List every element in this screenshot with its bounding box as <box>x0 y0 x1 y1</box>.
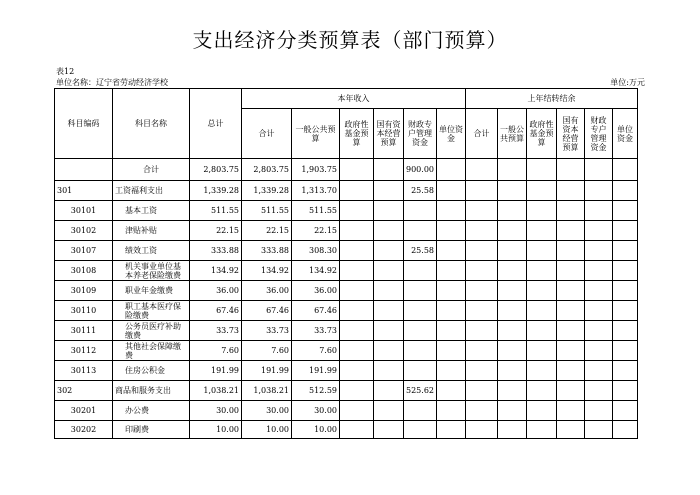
cell-total: 36.00 <box>190 281 242 301</box>
cell-c-total: 36.00 <box>242 281 292 301</box>
cell-name: 商品和服务支出 <box>113 381 190 401</box>
cell-c-unit <box>437 201 466 221</box>
cell-c-total: 33.73 <box>242 321 292 341</box>
cell-carryover <box>466 221 498 241</box>
cell-name: 工资福利支出 <box>113 181 190 201</box>
cell-carryover <box>527 181 557 201</box>
cell-code: 30202 <box>55 421 113 439</box>
cell-name: 其他社会保障缴费 <box>113 341 190 361</box>
header-current-total: 合计 <box>242 109 292 159</box>
cell-c-total: 22.15 <box>242 221 292 241</box>
cell-carryover <box>498 381 527 401</box>
cell-carryover <box>613 159 638 181</box>
cell-carryover <box>613 361 638 381</box>
cell-carryover <box>527 381 557 401</box>
cell-c-state <box>374 181 404 201</box>
cell-name: 职业年金缴费 <box>113 281 190 301</box>
cell-carryover <box>557 341 585 361</box>
cell-name: 津贴补贴 <box>113 221 190 241</box>
cell-c-gov <box>340 181 374 201</box>
cell-c-general: 1,903.75 <box>292 159 340 181</box>
cell-carryover <box>527 321 557 341</box>
cell-carryover <box>466 301 498 321</box>
cell-carryover <box>527 401 557 421</box>
cell-carryover <box>498 221 527 241</box>
cell-carryover <box>466 201 498 221</box>
cell-c-fin <box>404 361 437 381</box>
header-current-state-capital: 国有资本经营预算 <box>374 109 404 159</box>
cell-carryover <box>557 361 585 381</box>
header-current-unit-fund: 单位资金 <box>437 109 466 159</box>
cell-total: 333.88 <box>190 241 242 261</box>
cell-c-unit <box>437 341 466 361</box>
cell-carryover <box>557 421 585 439</box>
header-carry-state-capital: 国有资本经营预算 <box>557 109 585 159</box>
cell-carryover <box>613 281 638 301</box>
cell-c-total: 2,803.75 <box>242 159 292 181</box>
cell-carryover <box>585 159 613 181</box>
table-row <box>55 381 638 401</box>
cell-carryover <box>466 261 498 281</box>
cell-c-unit <box>437 361 466 381</box>
cell-c-general: 36.00 <box>292 281 340 301</box>
cell-c-general: 511.55 <box>292 201 340 221</box>
cell-c-unit <box>437 421 466 439</box>
cell-c-unit <box>437 221 466 241</box>
table-row <box>55 221 638 241</box>
cell-c-unit <box>437 301 466 321</box>
cell-c-unit <box>437 159 466 181</box>
table-row <box>55 261 638 281</box>
cell-c-fin <box>404 281 437 301</box>
cell-c-general: 22.15 <box>292 221 340 241</box>
header-current-general: 一般公共预算 <box>292 109 340 159</box>
cell-code: 30101 <box>55 201 113 221</box>
cell-carryover <box>613 221 638 241</box>
cell-carryover <box>527 341 557 361</box>
cell-carryover <box>585 361 613 381</box>
cell-carryover <box>498 361 527 381</box>
cell-carryover <box>613 381 638 401</box>
cell-total: 22.15 <box>190 221 242 241</box>
cell-carryover <box>498 181 527 201</box>
cell-c-general: 191.99 <box>292 361 340 381</box>
cell-c-fin <box>404 421 437 439</box>
cell-c-general: 134.92 <box>292 261 340 281</box>
cell-c-unit <box>437 181 466 201</box>
cell-carryover <box>527 281 557 301</box>
header-carry-unit-fund: 单位资金 <box>613 109 638 159</box>
cell-c-state <box>374 261 404 281</box>
table-row <box>55 241 638 261</box>
cell-total: 1,038.21 <box>190 381 242 401</box>
cell-c-general: 1,313.70 <box>292 181 340 201</box>
cell-c-state <box>374 361 404 381</box>
cell-c-total: 7.60 <box>242 341 292 361</box>
cell-c-gov <box>340 381 374 401</box>
cell-c-state <box>374 221 404 241</box>
table-body <box>55 159 638 439</box>
cell-c-state <box>374 281 404 301</box>
cell-total: 191.99 <box>190 361 242 381</box>
cell-carryover <box>527 361 557 381</box>
table-row <box>55 159 638 181</box>
cell-c-total: 333.88 <box>242 241 292 261</box>
cell-code: 302 <box>55 381 113 401</box>
cell-carryover <box>585 401 613 421</box>
cell-carryover <box>527 301 557 321</box>
cell-carryover <box>557 261 585 281</box>
cell-carryover <box>613 321 638 341</box>
cell-total: 1,339.28 <box>190 181 242 201</box>
cell-c-unit <box>437 381 466 401</box>
cell-carryover <box>466 281 498 301</box>
cell-carryover <box>466 321 498 341</box>
cell-total: 33.73 <box>190 321 242 341</box>
cell-name: 办公费 <box>113 401 190 421</box>
cell-c-fin: 900.00 <box>404 159 437 181</box>
table-row <box>55 341 638 361</box>
cell-c-fin <box>404 401 437 421</box>
cell-c-state <box>374 381 404 401</box>
cell-carryover <box>613 201 638 221</box>
table-row <box>55 301 638 321</box>
cell-c-fin: 25.58 <box>404 181 437 201</box>
cell-carryover <box>498 401 527 421</box>
cell-carryover <box>613 261 638 281</box>
cell-code: 30102 <box>55 221 113 241</box>
cell-c-unit <box>437 281 466 301</box>
cell-c-fin: 525.62 <box>404 381 437 401</box>
cell-name: 住房公积金 <box>113 361 190 381</box>
cell-carryover <box>527 421 557 439</box>
cell-c-general: 30.00 <box>292 401 340 421</box>
cell-carryover <box>557 321 585 341</box>
cell-c-gov <box>340 261 374 281</box>
cell-c-total: 134.92 <box>242 261 292 281</box>
cell-c-fin <box>404 301 437 321</box>
cell-c-state <box>374 159 404 181</box>
cell-carryover <box>557 181 585 201</box>
cell-c-total: 1,038.21 <box>242 381 292 401</box>
header-total: 总计 <box>190 89 242 159</box>
cell-c-unit <box>437 261 466 281</box>
cell-carryover <box>613 401 638 421</box>
cell-carryover <box>557 221 585 241</box>
cell-carryover <box>585 341 613 361</box>
cell-carryover <box>585 181 613 201</box>
cell-carryover <box>498 421 527 439</box>
cell-c-total: 10.00 <box>242 421 292 439</box>
cell-carryover <box>613 301 638 321</box>
header-carry-general: 一般公共预算 <box>498 109 527 159</box>
cell-c-unit <box>437 321 466 341</box>
cell-carryover <box>557 401 585 421</box>
header-current-income: 本年收入 <box>242 89 466 109</box>
cell-name: 绩效工资 <box>113 241 190 261</box>
table-row <box>55 281 638 301</box>
cell-carryover <box>466 421 498 439</box>
cell-code: 30107 <box>55 241 113 261</box>
cell-carryover <box>498 281 527 301</box>
cell-c-state <box>374 421 404 439</box>
cell-total: 7.60 <box>190 341 242 361</box>
cell-carryover <box>466 361 498 381</box>
header-carry-total: 合计 <box>466 109 498 159</box>
cell-name: 机关事业单位基本养老保险缴费 <box>113 261 190 281</box>
cell-code: 30201 <box>55 401 113 421</box>
cell-total: 2,803.75 <box>190 159 242 181</box>
cell-carryover <box>527 241 557 261</box>
cell-c-general: 512.59 <box>292 381 340 401</box>
cell-c-general: 10.00 <box>292 421 340 439</box>
cell-total: 511.55 <box>190 201 242 221</box>
table-number: 表12 <box>56 67 75 76</box>
cell-name: 印刷费 <box>113 421 190 439</box>
cell-c-general: 33.73 <box>292 321 340 341</box>
cell-name: 职工基本医疗保险缴费 <box>113 301 190 321</box>
cell-c-state <box>374 301 404 321</box>
cell-carryover <box>585 261 613 281</box>
cell-carryover <box>557 159 585 181</box>
cell-carryover <box>498 341 527 361</box>
cell-c-gov <box>340 281 374 301</box>
cell-c-unit <box>437 401 466 421</box>
cell-carryover <box>527 201 557 221</box>
cell-carryover <box>527 221 557 241</box>
cell-carryover <box>585 321 613 341</box>
cell-c-gov <box>340 401 374 421</box>
unit-label: 单位:万元 <box>610 78 645 87</box>
cell-code: 30108 <box>55 261 113 281</box>
cell-carryover <box>585 381 613 401</box>
cell-code: 301 <box>55 181 113 201</box>
cell-carryover <box>585 301 613 321</box>
budget-table <box>54 88 638 439</box>
cell-carryover <box>527 159 557 181</box>
cell-c-general: 67.46 <box>292 301 340 321</box>
cell-code: 30109 <box>55 281 113 301</box>
cell-carryover <box>613 241 638 261</box>
cell-c-state <box>374 321 404 341</box>
cell-carryover <box>498 261 527 281</box>
cell-c-gov <box>340 201 374 221</box>
cell-carryover <box>585 201 613 221</box>
cell-c-gov <box>340 341 374 361</box>
cell-carryover <box>613 421 638 439</box>
cell-name: 公务员医疗补助缴费 <box>113 321 190 341</box>
cell-name: 合计 <box>113 159 190 181</box>
cell-carryover <box>613 341 638 361</box>
table-row <box>55 321 638 341</box>
cell-total: 67.46 <box>190 301 242 321</box>
cell-c-fin <box>404 321 437 341</box>
cell-c-gov <box>340 421 374 439</box>
cell-c-total: 30.00 <box>242 401 292 421</box>
header-current-gov-fund: 政府性基金预算 <box>340 109 374 159</box>
cell-carryover <box>498 241 527 261</box>
cell-carryover <box>498 159 527 181</box>
cell-carryover <box>557 241 585 261</box>
cell-c-state <box>374 401 404 421</box>
cell-carryover <box>466 241 498 261</box>
cell-c-fin <box>404 261 437 281</box>
cell-carryover <box>585 281 613 301</box>
header-carry-gov-fund: 政府性基金预算 <box>527 109 557 159</box>
header-code: 科目编码 <box>55 89 113 159</box>
header-carryover: 上年结转结余 <box>466 89 638 109</box>
cell-carryover <box>557 301 585 321</box>
cell-c-state <box>374 241 404 261</box>
cell-carryover <box>466 381 498 401</box>
unit-name: 单位名称：辽宁省劳动经济学校 <box>56 78 168 87</box>
cell-code: 30112 <box>55 341 113 361</box>
cell-carryover <box>466 159 498 181</box>
cell-c-state <box>374 201 404 221</box>
cell-c-total: 191.99 <box>242 361 292 381</box>
cell-carryover <box>585 221 613 241</box>
cell-c-gov <box>340 159 374 181</box>
cell-code: 30113 <box>55 361 113 381</box>
cell-carryover <box>557 201 585 221</box>
cell-total: 134.92 <box>190 261 242 281</box>
cell-carryover <box>527 261 557 281</box>
cell-carryover <box>466 181 498 201</box>
cell-carryover <box>498 301 527 321</box>
table-row <box>55 401 638 421</box>
header-name: 科目名称 <box>113 89 190 159</box>
cell-carryover <box>613 181 638 201</box>
cell-c-gov <box>340 221 374 241</box>
cell-c-general: 7.60 <box>292 341 340 361</box>
table-row <box>55 181 638 201</box>
cell-c-unit <box>437 241 466 261</box>
table-row <box>55 201 638 221</box>
cell-carryover <box>498 201 527 221</box>
cell-carryover <box>585 241 613 261</box>
header-current-fiscal-account: 财政专户管理资金 <box>404 109 437 159</box>
table-row <box>55 361 638 381</box>
cell-c-fin: 25.58 <box>404 241 437 261</box>
cell-c-gov <box>340 321 374 341</box>
cell-total: 30.00 <box>190 401 242 421</box>
cell-c-gov <box>340 241 374 261</box>
table-row <box>55 421 638 439</box>
cell-c-total: 1,339.28 <box>242 181 292 201</box>
cell-carryover <box>557 381 585 401</box>
cell-carryover <box>585 421 613 439</box>
cell-c-fin <box>404 341 437 361</box>
cell-c-state <box>374 341 404 361</box>
cell-c-general: 308.30 <box>292 241 340 261</box>
cell-c-total: 511.55 <box>242 201 292 221</box>
cell-carryover <box>466 341 498 361</box>
cell-c-gov <box>340 361 374 381</box>
cell-c-gov <box>340 301 374 321</box>
cell-carryover <box>557 281 585 301</box>
cell-code: 30110 <box>55 301 113 321</box>
page-title: 支出经济分类预算表（部门预算） <box>192 28 508 52</box>
cell-code: 30111 <box>55 321 113 341</box>
cell-c-fin <box>404 221 437 241</box>
cell-total: 10.00 <box>190 421 242 439</box>
cell-c-fin <box>404 201 437 221</box>
cell-carryover <box>498 321 527 341</box>
header-carry-fiscal-account: 财政专户管理资金 <box>585 109 613 159</box>
cell-c-total: 67.46 <box>242 301 292 321</box>
cell-carryover <box>466 401 498 421</box>
cell-code <box>55 159 113 181</box>
cell-name: 基本工资 <box>113 201 190 221</box>
